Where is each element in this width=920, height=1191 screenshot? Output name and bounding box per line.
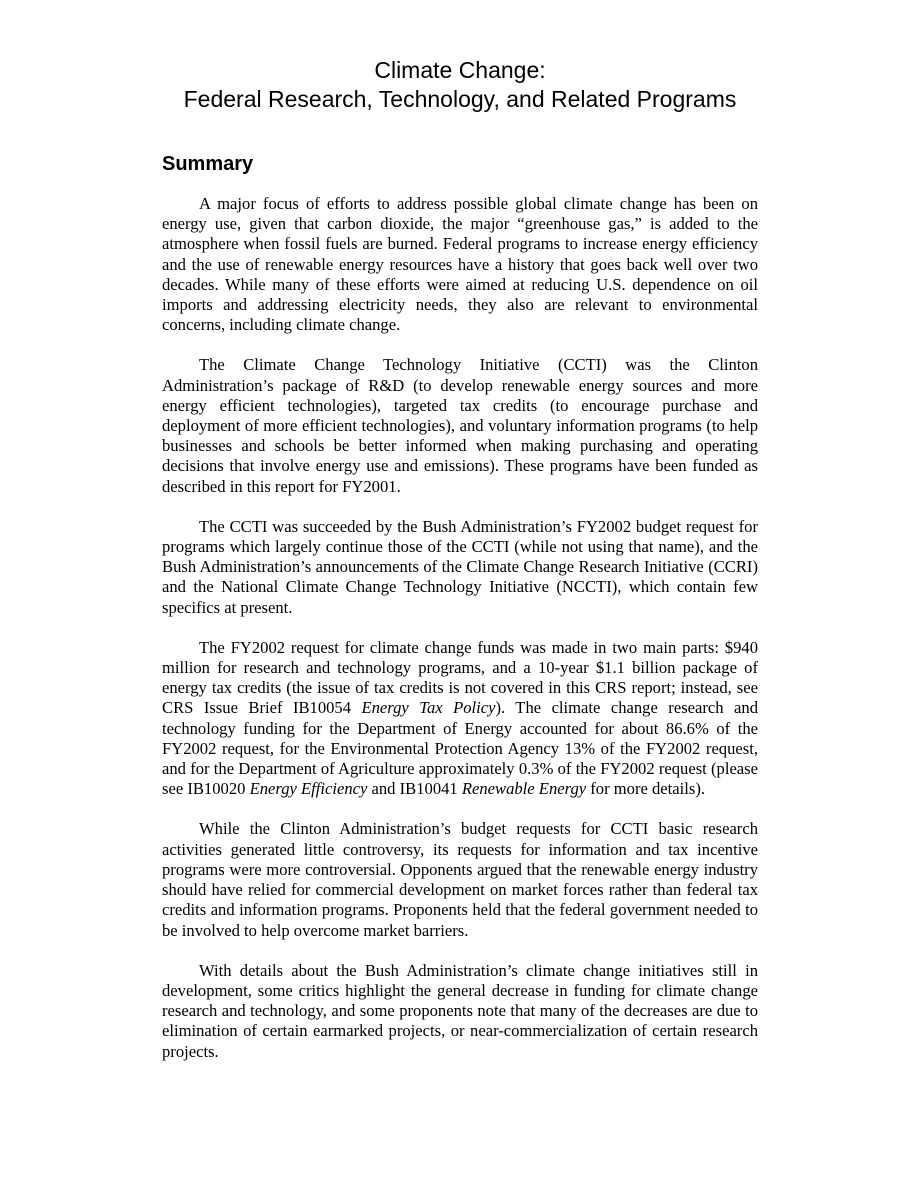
citation-energy-tax-policy: Energy Tax Policy xyxy=(361,698,496,718)
paragraph-4-text-c: ). The climate change research and technology funding for the Department of Energy accounted for about 86.6% of the FY2002 request, for the Environmental Protection Agency 13% of the FY2002 request, and for the Department of Agriculture approximately 0.3% of the FY2002 request (please see IB10020 xyxy=(162,698,758,799)
paragraph-6: With details about the Bush Administration’s climate change initiatives still in development, some critics highlight the general decrease in funding for climate change research and technology, and some proponents note that many of the decreases are due to elimination of certain earmarked projects, or near-commercialization of certain research projects. xyxy=(162,960,758,1061)
paragraph-4-text-g: for more details). xyxy=(586,779,706,799)
citation-renewable-energy: Renewable Energy xyxy=(461,779,587,799)
paragraph-3: The CCTI was succeeded by the Bush Administration’s FY2002 budget request for programs which largely continue those of the CCTI (while not using that name), and the Bush Administration’s announcements of the Climate Change Research Initiative (CCRI) and the National Climate Change Technology Initiative (NCCTI), which contain few specifics at present. xyxy=(162,516,758,617)
paragraph-1: A major focus of efforts to address possible global climate change has been on energy use, given that carbon dioxide, the major “greenhouse gas,” is added to the atmosphere when fossil fuels are burned. Federal programs to increase energy efficiency and the use of renewable energy resources have a history that goes back well over two decades. While many of these efforts were aimed at reducing U.S. dependence on oil imports and addressing electricity needs, they also are relevant to environmental concerns, including climate change. xyxy=(162,194,758,335)
paragraph-4-text-e: and IB10041 xyxy=(367,779,462,799)
section-heading: Summary xyxy=(162,153,254,175)
paragraph-4-text-a: The FY2002 request for climate change funds was made in two main parts: $940 million for research and technology programs, and a 10-year $1.1 billion package of energy tax credits (the issue of tax credits is not covered in this CRS report; instead, see CRS Issue Brief IB10054 xyxy=(162,637,758,718)
citation-energy-efficiency: Energy Efficiency xyxy=(249,779,368,799)
document-page xyxy=(162,56,758,1082)
paragraph-2: The Climate Change Technology Initiative (CCTI) was the Clinton Administration’s package of R&D (to develop renewable energy sources and more energy efficient technologies), targeted tax credits (to encourage purchase and deployment of more efficient technologies), and voluntary information programs (to help businesses and schools be better informed when making purchasing and operating decisions that involve energy use and emissions). These programs have been funded as described in this report for FY2001. xyxy=(162,355,758,496)
title-line-1: Climate Change: xyxy=(374,57,546,83)
paragraph-4 xyxy=(162,638,758,800)
document-title xyxy=(162,56,758,114)
paragraph-5: While the Clinton Administration’s budget requests for CCTI basic research activities generated little controversy, its requests for information and tax incentive programs were more controversial. Opponents argued that the renewable energy industry should have relied for commercial development on market forces rather than federal tax credits and information programs. Proponents held that the federal government needed to be involved to help overcome market barriers. xyxy=(162,819,758,940)
title-line-2: Federal Research, Technology, and Related Programs xyxy=(183,86,737,112)
